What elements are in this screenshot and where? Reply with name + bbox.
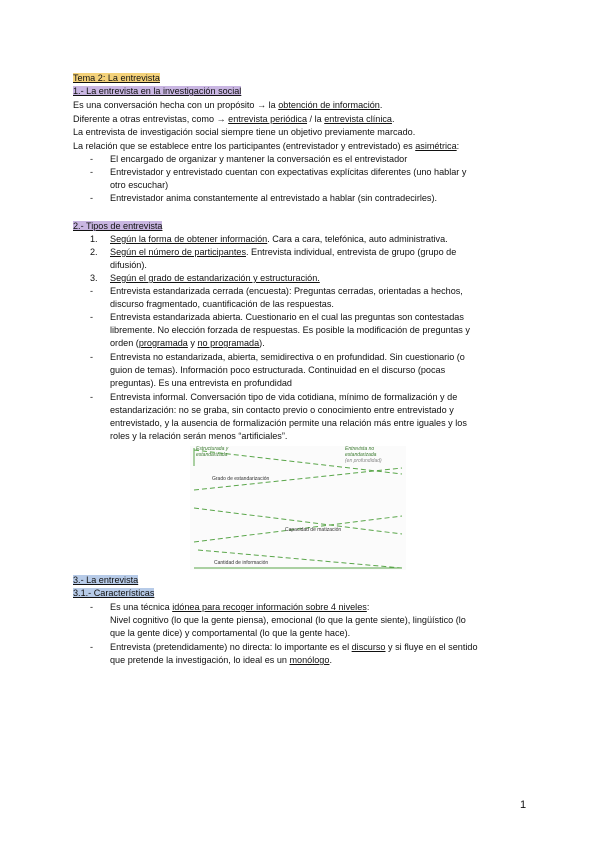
figure-label: Grado de estandarización (212, 476, 270, 482)
figure-left-title: Estructurada y estandarizada (196, 446, 229, 458)
main-title: Tema 2: La entrevista (73, 73, 160, 83)
paragraph: La relación que se establece entre los participantes (entrevistador y entrevistado) es asimétrica: (73, 141, 460, 151)
paragraph: Es una conversación hecha con un propósito → la obtención de información. (73, 100, 383, 110)
paragraph: Diferente a otras entrevistas, como → entrevista periódica / la entrevista clínica. (73, 114, 395, 124)
page-number: 1 (520, 799, 527, 811)
section-3-heading: 3.- La entrevista (73, 575, 139, 585)
interview-types-diagram (190, 446, 406, 570)
figure-right-title: Entrevista no estandarizada (en profundidad) (345, 446, 382, 464)
diagram-lines (190, 446, 406, 570)
section-1-heading: 1.- La entrevista en la investigación social (73, 86, 242, 96)
subsection-heading: 3.1.- Características (73, 588, 155, 598)
section-2-heading: 2.- Tipos de entrevista (73, 221, 163, 231)
figure-label: Capacidad de matización (285, 527, 342, 533)
paragraph: La entrevista de investigación social siempre tiene un objetivo previamente marcado. (73, 127, 416, 137)
document-page: Tema 2: La entrevista 1.- La entrevista en la investigación social Es una conversación hecha con un propósito → la obtención de información. Diferente a otras entrevistas, como → entrevista periódica / la entrevista clínica. La entrevista de investigación social siempre tiene un objetivo previamente marcado. La relación que se establece entre los participantes (entrevistador y entrevistado) es asimétrica: - El encargado de organizar y mantener la conversación es el entrevistador - Entrevistador y entrevistado cuentan con expectativas explícitas diferentes (uno hablar y otro escuchar) - Entrevistador anima constantemente al entrevistado a hablar (sin contradecirles). 2.- Tipos de entrevista 1. Según la forma de obtener información. Cara a cara, telefónica, auto administrativa. 2. Según el número de participantes. Entrevista individual, entrevista de grupo (grupo de difusión). 3. Según el grado de estandarización y estructuración. - Entrevista estandarizada cerrada (encuesta): Preguntas cerradas, orientadas a hechos, discurso fragmentado, cuantificación de las respuestas. - Entrevista estandarizada abierta. Cuestionario en el cual las preguntas son contestadas libremente. No elección forzada de respuestas. Es posible la modificación de preguntas y orden (programada y no programada). - Entrevista no estandarizada, abierta, semidirectiva o en profundidad. Sin cuestionario (o guion de temas). Información poco estructurada. Continuidad en el discurso (pocas preguntas). Es una entrevista en profundidad - Entrevista informal. Conversación tipo de vida cotidiana, mínimo de formalización y de estandarización: no se graba, sin contacto previo o conocimiento entre entrevistado y entrevistado, y la ausencia de formalización permite una relación más entre iguales y los roles y la relación serán menos “artificiales”. Estructurada y estandarizada Entrevista no estandarizada (en profundidad) Grado de estandarización Capacidad de matización Cantidad de información 3.- La entrevista 3.1.- Características - Es una técnica idónea para recoger información sobre 4 niveles: Nivel cognitivo (lo que la gente piensa), emocional (lo que la gente siente), lingüístico (lo que la gente dice) y comportamental (lo que la gente hace). - Entrevista (pretendidamente) no directa: lo importante es el discurso y si fluye en el sentido que pretende la investigación, lo ideal es un monólogo. 1 (0, 0, 600, 848)
figure-label: Cantidad de información (214, 560, 269, 566)
